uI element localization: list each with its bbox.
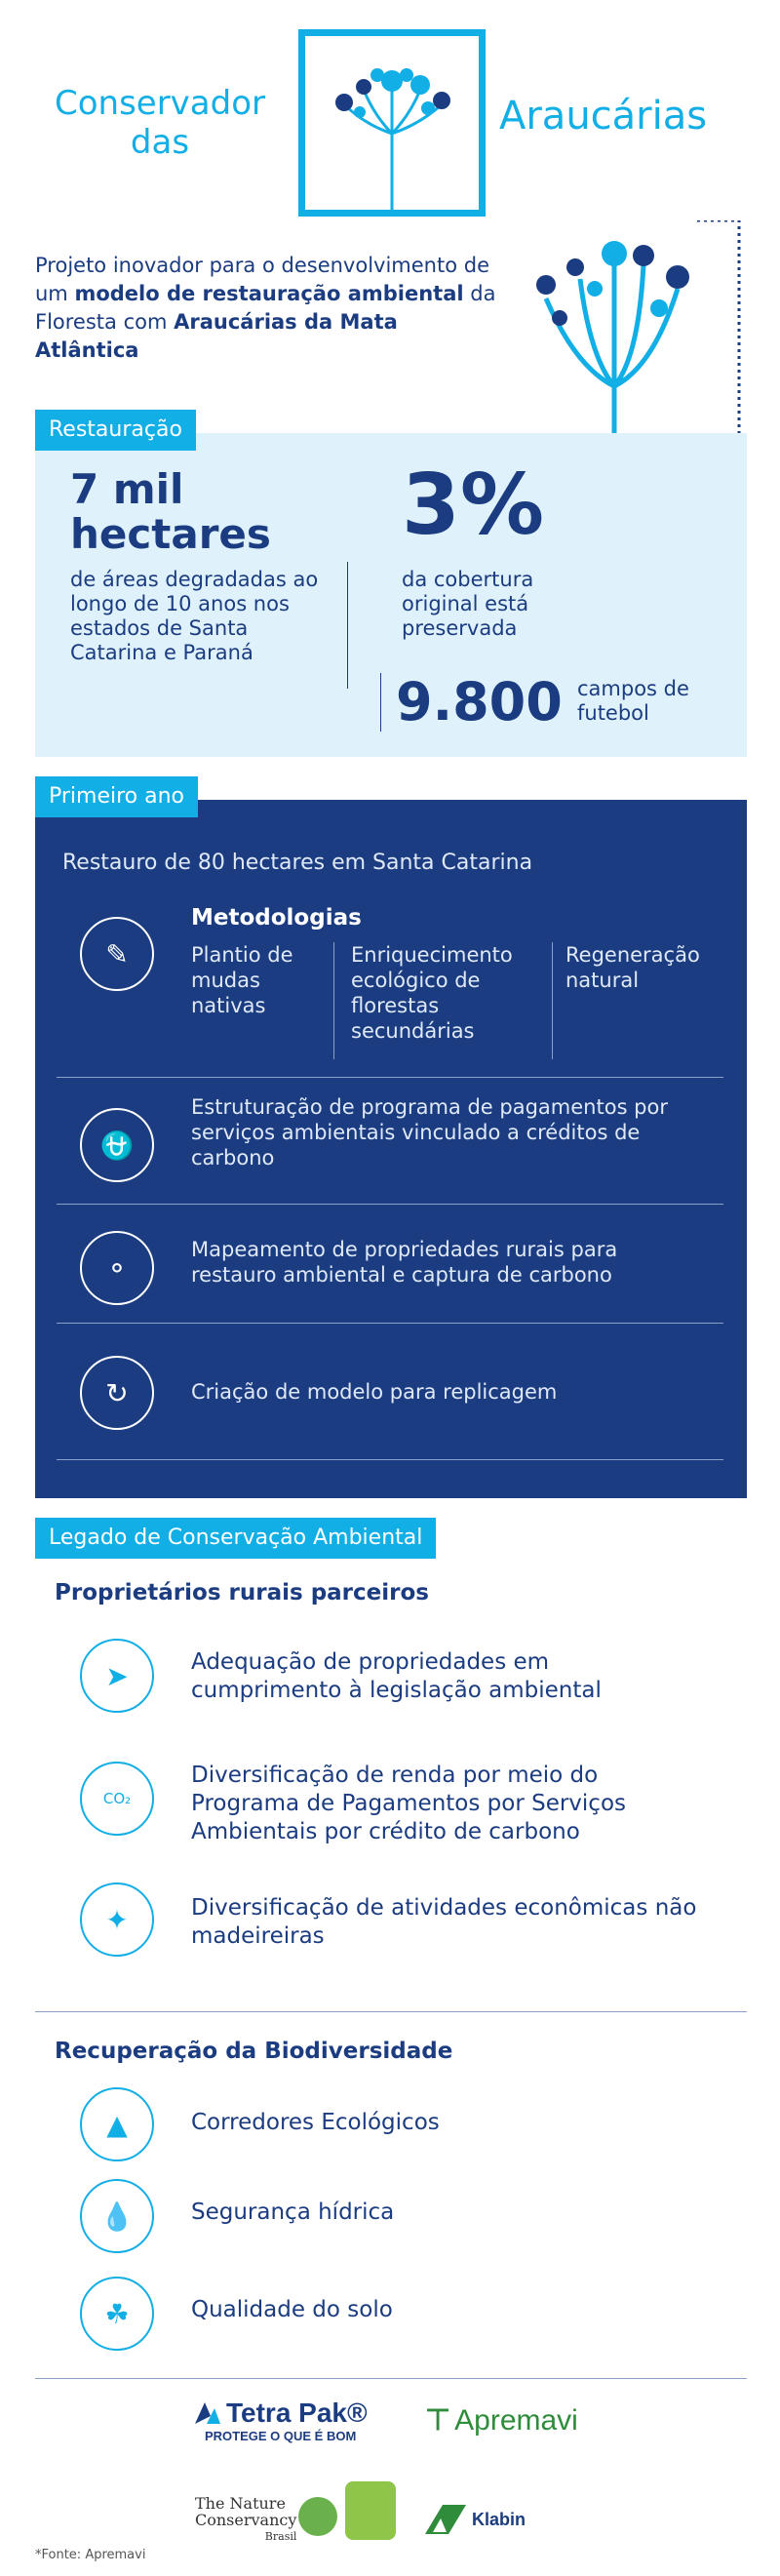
klabin-name: Klabin [472,2509,526,2529]
tetrapak-logo [195,2398,368,2443]
stat2-desc: da cobertura original está preservada [402,568,534,640]
title-right: Araucárias [499,94,708,139]
araucaria-logo [298,29,486,217]
footer-separator [35,2378,747,2379]
separator-1 [57,1077,723,1078]
tetrapak-tagline: PROTEGE O QUE É BOM [205,2429,357,2443]
group1-item-3: Diversificação de atividades econômicas não madeireiras [191,1895,697,1949]
metodologia-divider-2 [552,942,553,1059]
footnote: *Fonte: Apremavi [35,2548,146,2562]
separator-4 [57,1459,723,1460]
mata-atlantica-emblem-icon [345,2481,396,2540]
tnc-line3: Brasil [264,2530,297,2543]
metodologia-3: Regeneração natural [566,943,700,992]
restauracao-tag: Restauração [35,410,196,451]
group2-item-1: Corredores Ecológicos [191,2110,440,2135]
stat-divider [347,562,348,689]
intro-bold1: modelo de restauração ambiental [74,282,464,305]
apremavi-logo: ⊤ Apremavi [425,2403,578,2437]
co2-cloud-icon: CO₂ [80,1762,154,1836]
metodologia-2: Enriquecimento ecológico de florestas secundárias [351,943,513,1043]
primeiro-ano-item-1: Estruturação de programa de pagamentos por serviços ambientais vinculado a créditos de carbono [191,1095,668,1169]
metodologia-1: Plantio de mudas nativas [191,943,293,1017]
tnc-logo [195,2495,296,2545]
separator-2 [57,1204,723,1205]
trees-icon: ▲ [80,2087,154,2161]
coins-icon: ⛎ [80,1108,154,1182]
title-left: Conservador das [54,84,266,162]
document-edit-icon: ✎ [80,917,154,991]
stat1-desc: de áreas degradadas ao longo de 10 anos nos estados de Santa Catarina e Paraná [70,568,319,664]
group2-title: Recuperação da Biodiversidade [55,2039,453,2064]
tetrapak-name: Tetra Pak® [226,2398,368,2428]
water-drop-icon: 💧 [80,2179,154,2253]
legado-tag: Legado de Conservação Ambiental [35,1518,436,1559]
primeiro-ano-tag: Primeiro ano [35,776,198,817]
primeiro-ano-item-3: Criação de modelo para replicagem [191,1380,558,1404]
apremavi-name: Apremavi [454,2403,578,2437]
stat3-desc: campos de futebol [577,677,689,725]
signpost-icon: ➤ [80,1639,154,1713]
group1-title: Proprietários rurais parceiros [55,1580,429,1605]
primeiro-ano-item-2: Mapeamento de propriedades rurais para restauro ambiental e captura de carbono [191,1238,618,1287]
primeiro-ano-intro: Restauro de 80 hectares em Santa Catarina [62,851,533,875]
group2-item-3: Qualidade do solo [191,2297,393,2322]
klabin-logo [425,2505,526,2534]
tnc-line2: Conservancy [195,2511,297,2529]
intro-part2: da Floresta com [35,282,496,334]
stat2-value: 3% [402,456,545,554]
group1-item-1: Adequação de propriedades em cumprimento à legislação ambiental [191,1649,602,1703]
seedling-icon: ☘ [80,2277,154,2351]
tag-icon: ⚬ [80,1231,154,1305]
intro-bold2: Araucárias da Mata Atlântica [35,310,398,362]
tnc-leaf-icon [298,2497,337,2536]
network-icon: ✦ [80,1882,154,1957]
intro-text [35,252,503,365]
stat1-line1: 7 mil [70,465,184,513]
stat3-divider [380,673,381,732]
group1-item-2: Diversificação de renda por meio do Programa de Pagamentos por Serviços Ambientais por crédito de carbono [191,1763,626,1844]
stat3-value: 9.800 [396,671,563,733]
intro-part1: Projeto inovador para o desenvolvimento de um [35,254,489,305]
stat1-line2: hectares [70,510,271,558]
group2-item-2: Segurança hídrica [191,2200,395,2225]
metodologias-title: Metodologias [191,905,362,931]
metodologia-divider-1 [333,942,334,1059]
refresh-icon: ↻ [80,1356,154,1430]
separator-3 [57,1323,723,1324]
legado-separator [35,2011,747,2012]
tnc-line1: The Nature [195,2494,286,2513]
